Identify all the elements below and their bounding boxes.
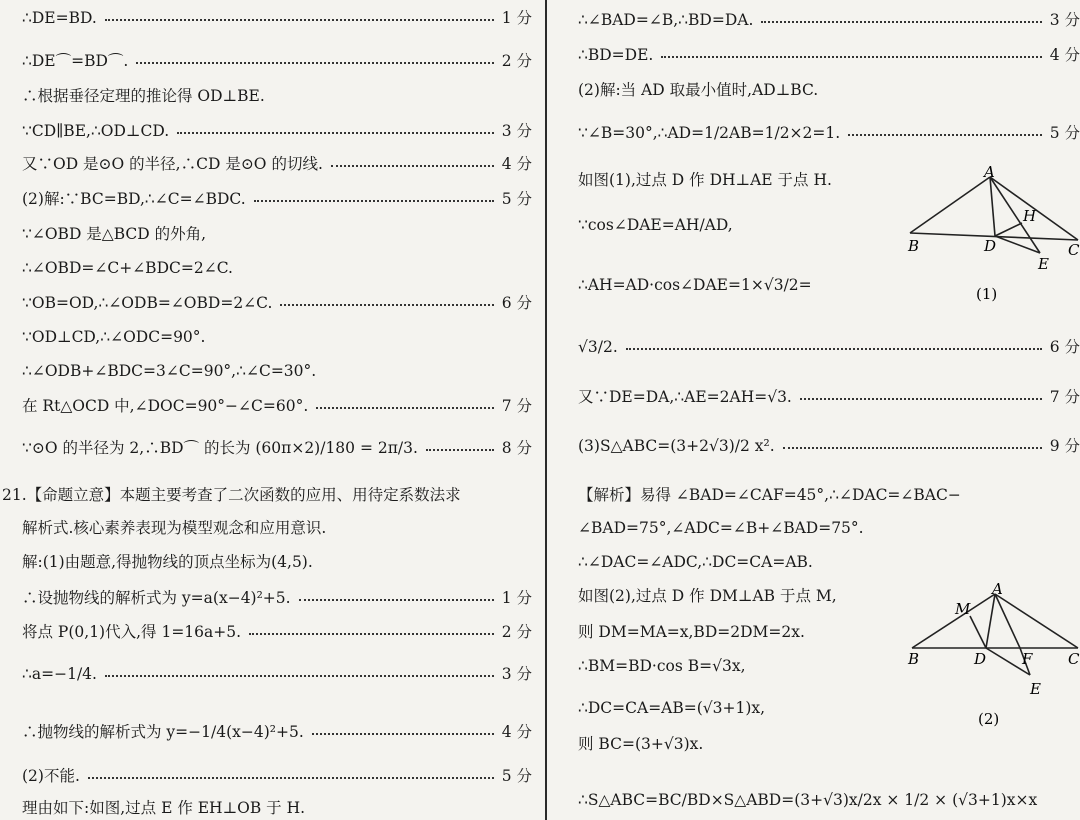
figure-caption: (2) xyxy=(978,710,1000,728)
solution-line: ∴DE⌒=BD⌒. 2 分 xyxy=(22,52,532,70)
point-label: A xyxy=(992,582,1003,598)
figure-caption: (1) xyxy=(976,285,998,303)
solution-line: ∵cos∠DAE=AH/AD, xyxy=(578,216,733,234)
solution-line: 解析式.核心素养表现为模型观念和应用意识. xyxy=(22,519,327,537)
point-label: B xyxy=(908,650,920,668)
point-label: B xyxy=(908,237,920,255)
solution-line: ∵OB=OD,∴∠ODB=∠OBD=2∠C. 6 分 xyxy=(22,294,532,312)
solution-line: 将点 P(0,1)代入,得 1=16a+5. 2 分 xyxy=(22,623,532,641)
solution-line: ∴DE=BD. 1 分 xyxy=(22,9,532,27)
solution-line: ∴∠OBD=∠C+∠BDC=2∠C. xyxy=(22,259,233,277)
solution-line: ∴∠ODB+∠BDC=3∠C=90°,∴∠C=30°. xyxy=(22,362,317,380)
point-label: M xyxy=(955,600,971,618)
score-mark: 4 分 xyxy=(501,723,532,741)
point-label: A xyxy=(984,165,995,181)
solution-line: ∴根据垂径定理的推论得 OD⊥BE. xyxy=(22,87,265,105)
solution-line: ∴DC=CA=AB=(√3+1)x, xyxy=(578,699,766,717)
solution-line: 如图(1),过点 D 作 DH⊥AE 于点 H. xyxy=(578,171,832,189)
point-label: C xyxy=(1068,241,1080,259)
solution-line: 理由如下:如图,过点 E 作 EH⊥OB 于 H. xyxy=(22,799,306,817)
score-mark: 7 分 xyxy=(501,397,532,415)
solution-line: (3)S△ABC=(3+2√3)/2 x². 9 分 xyxy=(578,437,1080,455)
solution-line: (2)不能. 5 分 xyxy=(22,767,532,785)
point-label: E xyxy=(1030,680,1041,698)
score-mark: 7 分 xyxy=(1049,388,1080,406)
point-label: E xyxy=(1038,255,1049,273)
solution-line: ∴BD=DE. 4 分 xyxy=(578,46,1080,64)
score-mark: 6 分 xyxy=(501,294,532,312)
solution-line: ∠BAD=75°,∠ADC=∠B+∠BAD=75°. xyxy=(578,519,864,537)
solution-line: 如图(2),过点 D 作 DM⊥AB 于点 M, xyxy=(578,587,837,605)
score-mark: 2 分 xyxy=(501,52,532,70)
column-divider xyxy=(545,0,547,820)
score-mark: 4 分 xyxy=(501,155,532,173)
geometry-figure-1 xyxy=(900,165,1080,310)
solution-line: 又∵DE=DA,∴AE=2AH=√3. 7 分 xyxy=(578,388,1080,406)
question-heading: 21.【命题立意】本题主要考查了二次函数的应用、用待定系数法求 xyxy=(2,486,461,504)
solution-line: ∴AH=AD·cos∠DAE=1×√3/2= xyxy=(578,276,812,294)
geometry-figure-2 xyxy=(900,582,1080,732)
point-label: D xyxy=(974,650,987,668)
score-mark: 5 分 xyxy=(1049,124,1080,142)
solution-line: ∴BM=BD·cos B=√3x, xyxy=(578,657,746,675)
solution-line: ∵∠OBD 是△BCD 的外角, xyxy=(22,225,207,243)
score-mark: 3 分 xyxy=(501,665,532,683)
solution-line: 解:(1)由题意,得抛物线的顶点坐标为(4,5). xyxy=(22,553,313,571)
score-mark: 1 分 xyxy=(501,9,532,27)
solution-line: ∴设抛物线的解析式为 y=a(x−4)²+5. 1 分 xyxy=(22,589,532,607)
solution-line: 则 DM=MA=x,BD=2DM=2x. xyxy=(578,623,805,641)
solution-line: ∴S△ABC=BC/BD×S△ABD=(3+√3)x/2x × 1/2 × (√3+1)x×x xyxy=(578,791,1038,809)
score-mark: 5 分 xyxy=(501,190,532,208)
score-mark: 2 分 xyxy=(501,623,532,641)
point-label: H xyxy=(1023,207,1037,225)
solution-line: ∵∠B=30°,∴AD=1/2AB=1/2×2=1. 5 分 xyxy=(578,124,1080,142)
point-label: D xyxy=(984,237,997,255)
solution-line: ∵CD∥BE,∴OD⊥CD. 3 分 xyxy=(22,122,532,140)
score-mark: 8 分 xyxy=(501,439,532,457)
solution-line: ∴抛物线的解析式为 y=−1/4(x−4)²+5. 4 分 xyxy=(22,723,532,741)
solution-line: ∴∠DAC=∠ADC,∴DC=CA=AB. xyxy=(578,553,813,571)
solution-line: √3/2. 6 分 xyxy=(578,338,1080,356)
point-label: C xyxy=(1068,650,1080,668)
score-mark: 9 分 xyxy=(1049,437,1080,455)
solution-line: (2)解:∵BC=BD,∴∠C=∠BDC. 5 分 xyxy=(22,190,532,208)
solution-line: 又∵OD 是⊙O 的半径,∴CD 是⊙O 的切线. 4 分 xyxy=(22,155,532,173)
solution-line: ∴a=−1/4. 3 分 xyxy=(22,665,532,683)
score-mark: 3 分 xyxy=(501,122,532,140)
solution-line: ∵⊙O 的半径为 2,∴BD⌒ 的长为 (60π×2)/180 = 2π/3. 8 分 xyxy=(22,439,532,457)
solution-line: 【解析】易得 ∠BAD=∠CAF=45°,∴∠DAC=∠BAC− xyxy=(578,486,961,504)
solution-line: ∵OD⊥CD,∴∠ODC=90°. xyxy=(22,328,206,346)
score-mark: 1 分 xyxy=(501,589,532,607)
point-label: F xyxy=(1022,650,1033,668)
score-mark: 4 分 xyxy=(1049,46,1080,64)
score-mark: 3 分 xyxy=(1049,11,1080,29)
solution-line: (2)解:当 AD 取最小值时,AD⊥BC. xyxy=(578,81,819,99)
solution-line: ∴∠BAD=∠B,∴BD=DA. 3 分 xyxy=(578,11,1080,29)
score-mark: 5 分 xyxy=(501,767,532,785)
solution-line: 则 BC=(3+√3)x. xyxy=(578,735,704,753)
score-mark: 6 分 xyxy=(1049,338,1080,356)
solution-line: 在 Rt△OCD 中,∠DOC=90°−∠C=60°. 7 分 xyxy=(22,397,532,415)
